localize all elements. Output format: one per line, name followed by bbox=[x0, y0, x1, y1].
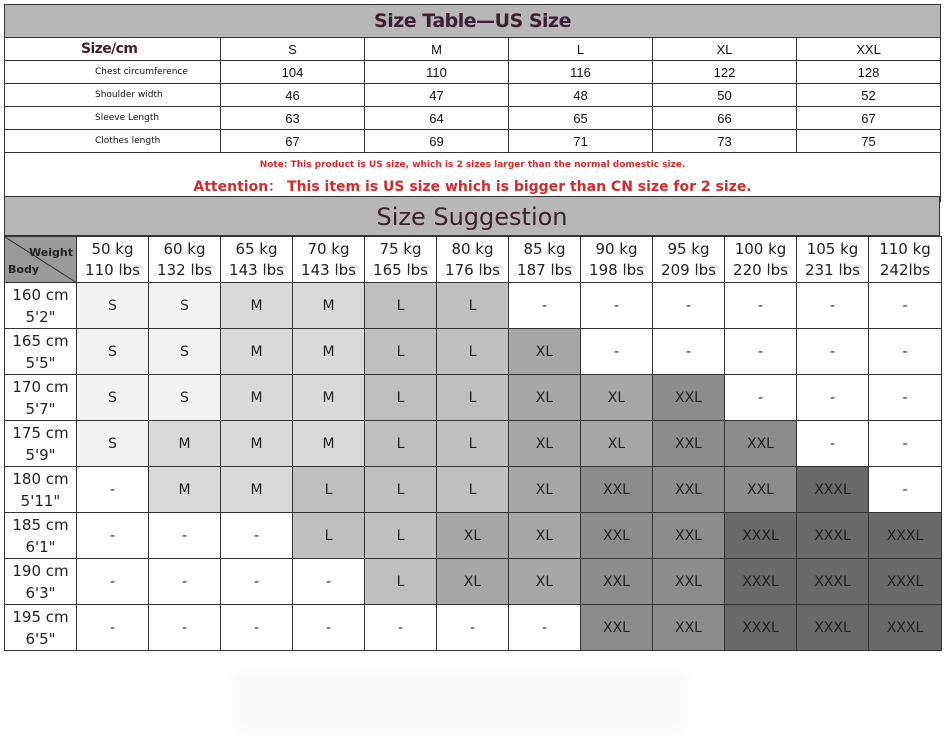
size-value: 73 bbox=[653, 130, 797, 153]
size-suggestion-cell: L bbox=[437, 421, 509, 467]
blurred-footer bbox=[235, 672, 685, 732]
size-header-row bbox=[5, 38, 941, 61]
weight-lbs: 198 lbs bbox=[589, 260, 644, 279]
corner-weight-label: Weight bbox=[29, 246, 73, 259]
height-row bbox=[5, 329, 942, 375]
size-value: 67 bbox=[221, 130, 365, 153]
size-suggestion-cell: XXXL bbox=[869, 605, 942, 651]
size-suggestion-cell: - bbox=[509, 605, 581, 651]
height-label-cell bbox=[5, 513, 77, 559]
weight-header-row bbox=[5, 237, 942, 283]
size-header-l: L bbox=[509, 38, 653, 61]
size-suggestion-cell: XXL bbox=[653, 513, 725, 559]
weight-header-cell bbox=[437, 237, 509, 283]
size-suggestion-cell: XXL bbox=[725, 467, 797, 513]
size-suggestion-cell: XL bbox=[509, 375, 581, 421]
size-suggestion-cell: L bbox=[293, 513, 365, 559]
size-suggestion-cell: - bbox=[365, 605, 437, 651]
size-suggestion-cell: M bbox=[293, 421, 365, 467]
weight-header-cell bbox=[653, 237, 725, 283]
size-table bbox=[4, 4, 941, 202]
size-suggestion-cell: L bbox=[293, 467, 365, 513]
weight-header-cell bbox=[365, 237, 437, 283]
size-row-chest bbox=[5, 61, 941, 84]
size-suggestion-cell: - bbox=[869, 421, 942, 467]
size-suggestion-cell: L bbox=[437, 375, 509, 421]
size-value: 65 bbox=[509, 107, 653, 130]
size-value: 71 bbox=[509, 130, 653, 153]
size-suggestion-cell: - bbox=[869, 375, 942, 421]
size-row-length bbox=[5, 130, 941, 153]
height-cm: 170 cm bbox=[12, 377, 69, 396]
height-row bbox=[5, 283, 942, 329]
size-note bbox=[5, 153, 941, 202]
size-suggestion-cell: - bbox=[149, 559, 221, 605]
weight-kg: 65 kg bbox=[235, 239, 278, 258]
height-row bbox=[5, 467, 942, 513]
weight-header-cell bbox=[725, 237, 797, 283]
row-label: Shoulder width bbox=[5, 84, 221, 107]
size-suggestion-cell: L bbox=[365, 513, 437, 559]
height-cm: 160 cm bbox=[12, 285, 69, 304]
size-value: 48 bbox=[509, 84, 653, 107]
weight-header-cell bbox=[581, 237, 653, 283]
height-ft: 5'7" bbox=[25, 399, 56, 418]
size-value: 128 bbox=[797, 61, 941, 84]
size-suggestion-cell: - bbox=[725, 329, 797, 375]
weight-kg: 50 kg bbox=[91, 239, 134, 258]
size-suggestion-cell: - bbox=[797, 375, 869, 421]
size-suggestion-cell: XL bbox=[437, 513, 509, 559]
size-suggestion-cell: XXXL bbox=[797, 559, 869, 605]
weight-kg: 105 kg bbox=[806, 239, 859, 258]
height-label-cell bbox=[5, 605, 77, 651]
size-suggestion-cell: M bbox=[221, 329, 293, 375]
corner-body-label: Body bbox=[8, 263, 39, 276]
weight-lbs: 132 lbs bbox=[157, 260, 212, 279]
size-table-title: Size Table—US Size bbox=[5, 5, 941, 38]
size-suggestion-title: Size Suggestion bbox=[4, 196, 940, 236]
size-suggestion-cell: - bbox=[221, 605, 293, 651]
size-suggestion-cell: M bbox=[221, 375, 293, 421]
size-header-s: S bbox=[221, 38, 365, 61]
size-value: 75 bbox=[797, 130, 941, 153]
size-suggestion-cell: - bbox=[653, 329, 725, 375]
weight-kg: 110 kg bbox=[879, 239, 931, 258]
size-value: 69 bbox=[365, 130, 509, 153]
size-suggestion-cell: S bbox=[77, 283, 149, 329]
size-value: 52 bbox=[797, 84, 941, 107]
size-suggestion-cell: L bbox=[365, 283, 437, 329]
size-suggestion-cell: - bbox=[869, 329, 942, 375]
size-suggestion-cell: - bbox=[581, 329, 653, 375]
size-suggestion-cell: XXXL bbox=[797, 513, 869, 559]
size-suggestion-cell: XXXL bbox=[869, 559, 942, 605]
size-suggestion-cell: S bbox=[149, 375, 221, 421]
size-value: 66 bbox=[653, 107, 797, 130]
weight-header-cell bbox=[293, 237, 365, 283]
height-cm: 195 cm bbox=[12, 607, 69, 626]
size-suggestion-cell: M bbox=[293, 283, 365, 329]
size-header-xl: XL bbox=[653, 38, 797, 61]
size-suggestion-cell: M bbox=[293, 329, 365, 375]
size-header-xxl: XXL bbox=[797, 38, 941, 61]
size-suggestion-cell: S bbox=[77, 421, 149, 467]
size-value: 122 bbox=[653, 61, 797, 84]
height-cm: 175 cm bbox=[12, 423, 69, 442]
size-value: 110 bbox=[365, 61, 509, 84]
height-cm: 185 cm bbox=[12, 515, 69, 534]
size-suggestion-cell: S bbox=[149, 283, 221, 329]
size-suggestion-cell: - bbox=[869, 467, 942, 513]
size-suggestion-cell: XXL bbox=[653, 421, 725, 467]
size-suggestion-cell: XL bbox=[437, 559, 509, 605]
size-suggestion-cell: XL bbox=[509, 329, 581, 375]
size-suggestion-cell: XL bbox=[509, 467, 581, 513]
size-suggestion-cell: M bbox=[149, 467, 221, 513]
size-suggestion-cell: - bbox=[149, 513, 221, 559]
weight-lbs: 187 lbs bbox=[517, 260, 572, 279]
height-label-cell bbox=[5, 467, 77, 513]
size-value: 47 bbox=[365, 84, 509, 107]
size-suggestion-cell: M bbox=[149, 421, 221, 467]
size-suggestion-cell: - bbox=[293, 605, 365, 651]
size-suggestion-cell: - bbox=[221, 559, 293, 605]
size-suggestion-cell: XL bbox=[509, 559, 581, 605]
weight-header-cell bbox=[77, 237, 149, 283]
size-suggestion-cell: - bbox=[293, 559, 365, 605]
height-cm: 180 cm bbox=[12, 469, 69, 488]
size-suggestion-cell: XXL bbox=[581, 605, 653, 651]
note-attention-text: Attention： This item is US size which is bigger than CN size for 2 size. bbox=[193, 179, 752, 195]
size-suggestion-cell: - bbox=[869, 283, 942, 329]
size-suggestion-cell: XXXL bbox=[725, 605, 797, 651]
size-suggestion-cell: L bbox=[365, 559, 437, 605]
weight-kg: 90 kg bbox=[595, 239, 638, 258]
height-row bbox=[5, 559, 942, 605]
size-suggestion-cell: L bbox=[437, 329, 509, 375]
size-value: 67 bbox=[797, 107, 941, 130]
size-suggestion-cell: - bbox=[797, 421, 869, 467]
height-ft: 5'9" bbox=[25, 445, 56, 464]
size-header-label: Size/cm bbox=[5, 38, 221, 61]
size-suggestion-cell: L bbox=[437, 283, 509, 329]
size-suggestion-cell: XXXL bbox=[797, 605, 869, 651]
weight-lbs: 176 lbs bbox=[445, 260, 500, 279]
height-row bbox=[5, 605, 942, 651]
size-suggestion-cell: - bbox=[437, 605, 509, 651]
weight-header-cell bbox=[797, 237, 869, 283]
size-suggestion-cell: XXXL bbox=[725, 513, 797, 559]
size-suggestion-cell: XXL bbox=[581, 559, 653, 605]
weight-header-cell bbox=[509, 237, 581, 283]
height-label-cell bbox=[5, 421, 77, 467]
height-label-cell bbox=[5, 375, 77, 421]
size-suggestion-cell: XL bbox=[581, 421, 653, 467]
size-value: 64 bbox=[365, 107, 509, 130]
weight-lbs: 231 lbs bbox=[805, 260, 860, 279]
size-suggestion-cell: XL bbox=[581, 375, 653, 421]
size-suggestion-cell: XXL bbox=[653, 605, 725, 651]
size-suggestion-cell: - bbox=[725, 283, 797, 329]
size-suggestion-cell: M bbox=[221, 421, 293, 467]
weight-kg: 80 kg bbox=[451, 239, 494, 258]
size-suggestion-cell: XL bbox=[509, 421, 581, 467]
size-suggestion-cell: - bbox=[797, 283, 869, 329]
size-suggestion-cell: L bbox=[365, 329, 437, 375]
size-suggestion-cell: - bbox=[77, 559, 149, 605]
size-suggestion-cell: - bbox=[509, 283, 581, 329]
size-suggestion-cell: S bbox=[77, 375, 149, 421]
weight-lbs: 110 lbs bbox=[85, 260, 140, 279]
height-ft: 6'5" bbox=[25, 629, 56, 648]
size-suggestion-cell: S bbox=[149, 329, 221, 375]
height-row bbox=[5, 375, 942, 421]
size-suggestion-cell: - bbox=[149, 605, 221, 651]
size-row-sleeve bbox=[5, 107, 941, 130]
weight-kg: 95 kg bbox=[667, 239, 710, 258]
row-label: Sleeve Length bbox=[5, 107, 221, 130]
height-row bbox=[5, 513, 942, 559]
size-suggestion-cell: XXL bbox=[581, 467, 653, 513]
weight-lbs: 143 lbs bbox=[301, 260, 356, 279]
size-suggestion-cell: XXL bbox=[581, 513, 653, 559]
weight-kg: 75 kg bbox=[379, 239, 422, 258]
height-label-cell bbox=[5, 559, 77, 605]
size-suggestion-cell: L bbox=[365, 421, 437, 467]
height-label-cell bbox=[5, 283, 77, 329]
height-ft: 6'3" bbox=[25, 583, 56, 602]
weight-header-cell bbox=[149, 237, 221, 283]
size-suggestion-cell: XXL bbox=[653, 467, 725, 513]
size-suggestion-cell: S bbox=[77, 329, 149, 375]
size-suggestion-cell: - bbox=[77, 605, 149, 651]
size-suggestion-cell: XXL bbox=[653, 559, 725, 605]
corner-cell bbox=[5, 237, 77, 283]
size-suggestion-cell: - bbox=[581, 283, 653, 329]
size-suggestion-cell: L bbox=[365, 375, 437, 421]
height-cm: 165 cm bbox=[12, 331, 69, 350]
note-small-text: Note: This product is US size, which is 2 sizes larger than the normal domestic size. bbox=[259, 160, 686, 170]
size-suggestion-table bbox=[4, 236, 942, 651]
size-header-m: M bbox=[365, 38, 509, 61]
weight-kg: 60 kg bbox=[163, 239, 206, 258]
size-suggestion-cell: M bbox=[221, 283, 293, 329]
size-suggestion-cell: XXXL bbox=[725, 559, 797, 605]
height-ft: 5'2" bbox=[25, 307, 56, 326]
size-suggestion-cell: L bbox=[437, 467, 509, 513]
weight-lbs: 220 lbs bbox=[733, 260, 788, 279]
height-cm: 190 cm bbox=[12, 561, 69, 580]
weight-lbs: 143 lbs bbox=[229, 260, 284, 279]
weight-lbs: 209 lbs bbox=[661, 260, 716, 279]
size-suggestion-cell: - bbox=[797, 329, 869, 375]
row-label: Clothes length bbox=[5, 130, 221, 153]
size-suggestion-cell: - bbox=[77, 467, 149, 513]
size-value: 104 bbox=[221, 61, 365, 84]
height-ft: 6'1" bbox=[25, 537, 56, 556]
size-suggestion-cell: - bbox=[653, 283, 725, 329]
size-suggestion-cell: XXXL bbox=[869, 513, 942, 559]
weight-lbs: 165 lbs bbox=[373, 260, 428, 279]
size-suggestion-cell: M bbox=[221, 467, 293, 513]
size-value: 116 bbox=[509, 61, 653, 84]
size-suggestion-cell: XXL bbox=[725, 421, 797, 467]
height-ft: 5'11" bbox=[20, 491, 61, 510]
weight-kg: 85 kg bbox=[523, 239, 566, 258]
size-value: 50 bbox=[653, 84, 797, 107]
size-suggestion-cell: M bbox=[293, 375, 365, 421]
size-value: 63 bbox=[221, 107, 365, 130]
size-suggestion-cell: XL bbox=[509, 513, 581, 559]
height-ft: 5'5" bbox=[25, 353, 56, 372]
size-row-shoulder bbox=[5, 84, 941, 107]
weight-kg: 100 kg bbox=[734, 239, 787, 258]
size-suggestion-cell: XXXL bbox=[797, 467, 869, 513]
size-suggestion-cell: - bbox=[77, 513, 149, 559]
height-label-cell bbox=[5, 329, 77, 375]
size-suggestion-cell: - bbox=[725, 375, 797, 421]
row-label: Chest circumference bbox=[5, 61, 221, 84]
size-value: 46 bbox=[221, 84, 365, 107]
size-suggestion-cell: - bbox=[221, 513, 293, 559]
weight-header-cell bbox=[869, 237, 942, 283]
weight-kg: 70 kg bbox=[307, 239, 350, 258]
height-row bbox=[5, 421, 942, 467]
size-suggestion-cell: XXL bbox=[653, 375, 725, 421]
weight-header-cell bbox=[221, 237, 293, 283]
weight-lbs: 242lbs bbox=[879, 260, 931, 279]
size-suggestion-cell: L bbox=[365, 467, 437, 513]
